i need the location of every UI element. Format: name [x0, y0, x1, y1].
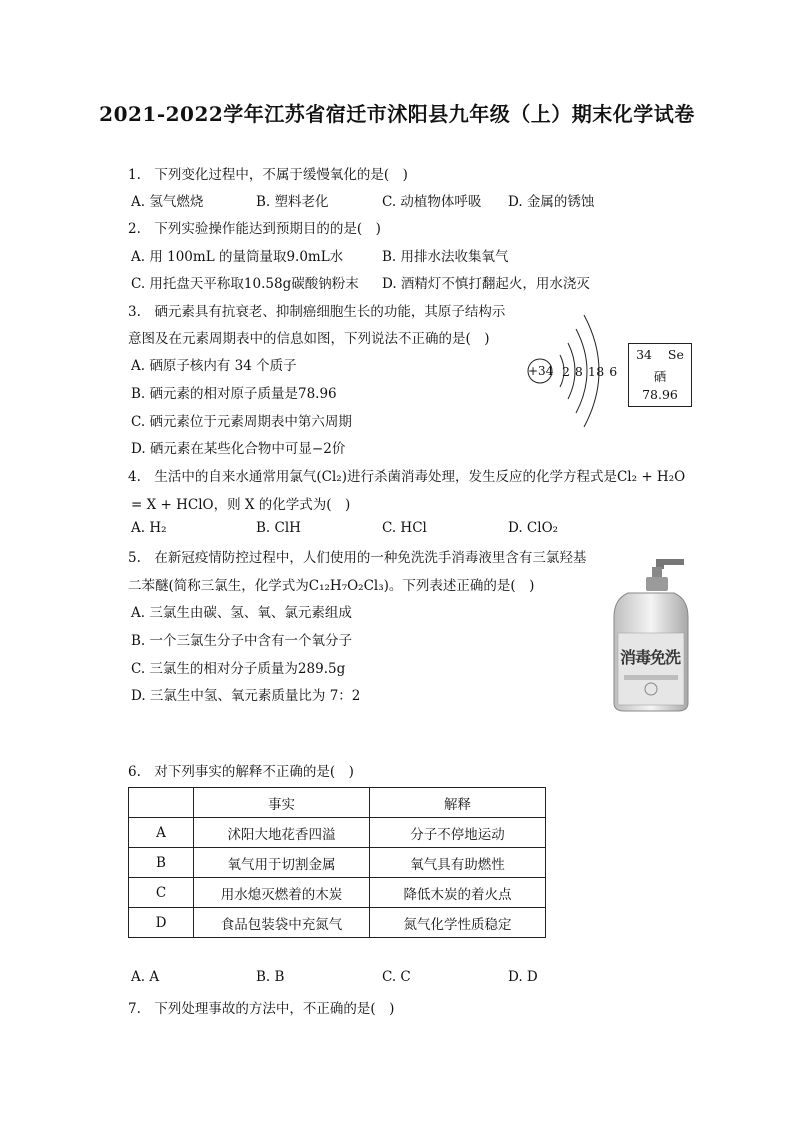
question-2-stem: 2. 下列实验操作能达到预期目的的是( ) — [128, 221, 381, 237]
question-5-option-a: A. 三氯生由碳、氢、氧、氯元素组成 — [131, 605, 352, 621]
question-1-option-a: A. 氢气燃烧 — [131, 194, 204, 210]
question-1-option-b: B. 塑料老化 — [256, 194, 329, 210]
table-cell: 氮气化学性质稳定 — [370, 908, 546, 938]
element-symbol: Se — [667, 347, 684, 362]
label-stripe — [624, 675, 678, 680]
question-5-stem-line1: 5. 在新冠疫情防控过程中，人们使用的一种免洗洗手消毒液里含有三氯羟基 — [128, 550, 587, 566]
question-1-option-d: D. 金属的锈蚀 — [508, 194, 595, 210]
question-3-stem-line2: 意图及在元素周期表中的信息如图，下列说法不正确的是( ) — [128, 331, 490, 347]
atomic-mass: 78.96 — [642, 387, 678, 402]
table-row — [129, 818, 546, 848]
question-1-option-c: C. 动植物体呼吸 — [382, 194, 482, 210]
table-header-cell: 解释 — [370, 788, 546, 818]
table-row — [129, 878, 546, 908]
table-header-cell: 事实 — [194, 788, 370, 818]
table-cell: 氧气用于切割金属 — [194, 848, 370, 878]
periodic-table-cell — [628, 343, 692, 407]
page-title: 2021-2022学年江苏省宿迁市沭阳县九年级（上）期末化学试卷 — [99, 102, 695, 126]
question-7-stem: 7. 下列处理事故的方法中，不正确的是( ) — [128, 1001, 395, 1017]
sanitizer-bottle-image — [608, 555, 694, 713]
table-cell: 分子不停地运动 — [370, 818, 546, 848]
question-6-option-c: C. C — [382, 969, 411, 985]
nucleus-charge-label: +34 — [528, 364, 554, 378]
question-4-option-a: A. H₂ — [131, 520, 167, 536]
question-4-option-d: D. ClO₂ — [508, 520, 559, 536]
bottle-label-text: 消毒免洗 — [620, 648, 681, 667]
table-cell: D — [129, 908, 194, 938]
question-3-stem-line1: 3. 硒元素具有抗衰老、抑制癌细胞生长的功能，其原子结构示 — [128, 304, 506, 320]
question-2-option-d: D. 酒精灯不慎打翻起火，用水浇灭 — [382, 276, 590, 292]
question-4-option-c: C. HCl — [382, 520, 427, 536]
table-cell: 沭阳大地花香四溢 — [194, 818, 370, 848]
question-2-option-a: A. 用 100mL 的量筒量取9.0mL水 — [131, 249, 344, 265]
question-5-option-c: C. 三氯生的相对分子质量为289.5g — [131, 661, 346, 677]
question-3-option-d: D. 硒元素在某些化合物中可显−2价 — [131, 441, 346, 457]
table-header-cell — [129, 788, 194, 818]
question-5-stem-line2: 二苯醚(简称三氯生，化学式为C₁₂H₇O₂Cl₃)。下列表述正确的是( ) — [128, 578, 535, 594]
atomic-number: 34 — [636, 347, 653, 362]
table-cell: 氧气具有助燃性 — [370, 848, 546, 878]
table-row — [129, 908, 546, 938]
table-row — [129, 848, 546, 878]
bottle-label-panel — [618, 633, 684, 705]
table-cell: 用水熄灭燃着的木炭 — [194, 878, 370, 908]
electron-shell-counts: 2 8 18 6 — [562, 364, 618, 379]
question-4-option-b: B. ClH — [256, 520, 301, 536]
question-5-option-b: B. 一个三氯生分子中含有一个氧分子 — [131, 633, 353, 649]
question-6-stem: 6. 对下列事实的解释不正确的是( ) — [128, 764, 354, 780]
question-4-stem-line2: = X + HClO，则 X 的化学式为( ) — [131, 497, 351, 513]
question-1-stem: 1. 下列变化过程中，不属于缓慢氧化的是( ) — [128, 167, 408, 183]
table-cell: A — [129, 818, 194, 848]
table-cell: 降低木炭的着火点 — [370, 878, 546, 908]
question-6-option-b: B. B — [256, 969, 285, 985]
question-6-option-a: A. A — [131, 969, 160, 985]
facts-table — [128, 787, 546, 938]
element-name: 硒 — [653, 369, 667, 384]
question-6-option-d: D. D — [508, 969, 538, 985]
question-2-option-b: B. 用排水法收集氧气 — [382, 249, 509, 265]
question-2-option-c: C. 用托盘天平称取10.58g碳酸钠粉末 — [131, 276, 359, 292]
question-3-option-c: C. 硒元素位于元素周期表中第六周期 — [131, 414, 352, 430]
pump-collar — [646, 577, 668, 591]
table-cell: B — [129, 848, 194, 878]
question-3-option-b: B. 硒元素的相对原子质量是78.96 — [131, 386, 337, 402]
question-5-option-d: D. 三氯生中氢、氧元素质量比为 7：2 — [131, 688, 361, 704]
question-3-option-a: A. 硒原子核内有 34 个质子 — [131, 358, 297, 374]
question-4-stem-line1: 4. 生活中的自来水通常用氯气(Cl₂)进行杀菌消毒处理，发生反应的化学方程式是Cl₂ + H₂O — [128, 469, 686, 485]
table-cell: 食品包装袋中充氮气 — [194, 908, 370, 938]
table-header-row — [129, 788, 546, 818]
table-cell: C — [129, 878, 194, 908]
